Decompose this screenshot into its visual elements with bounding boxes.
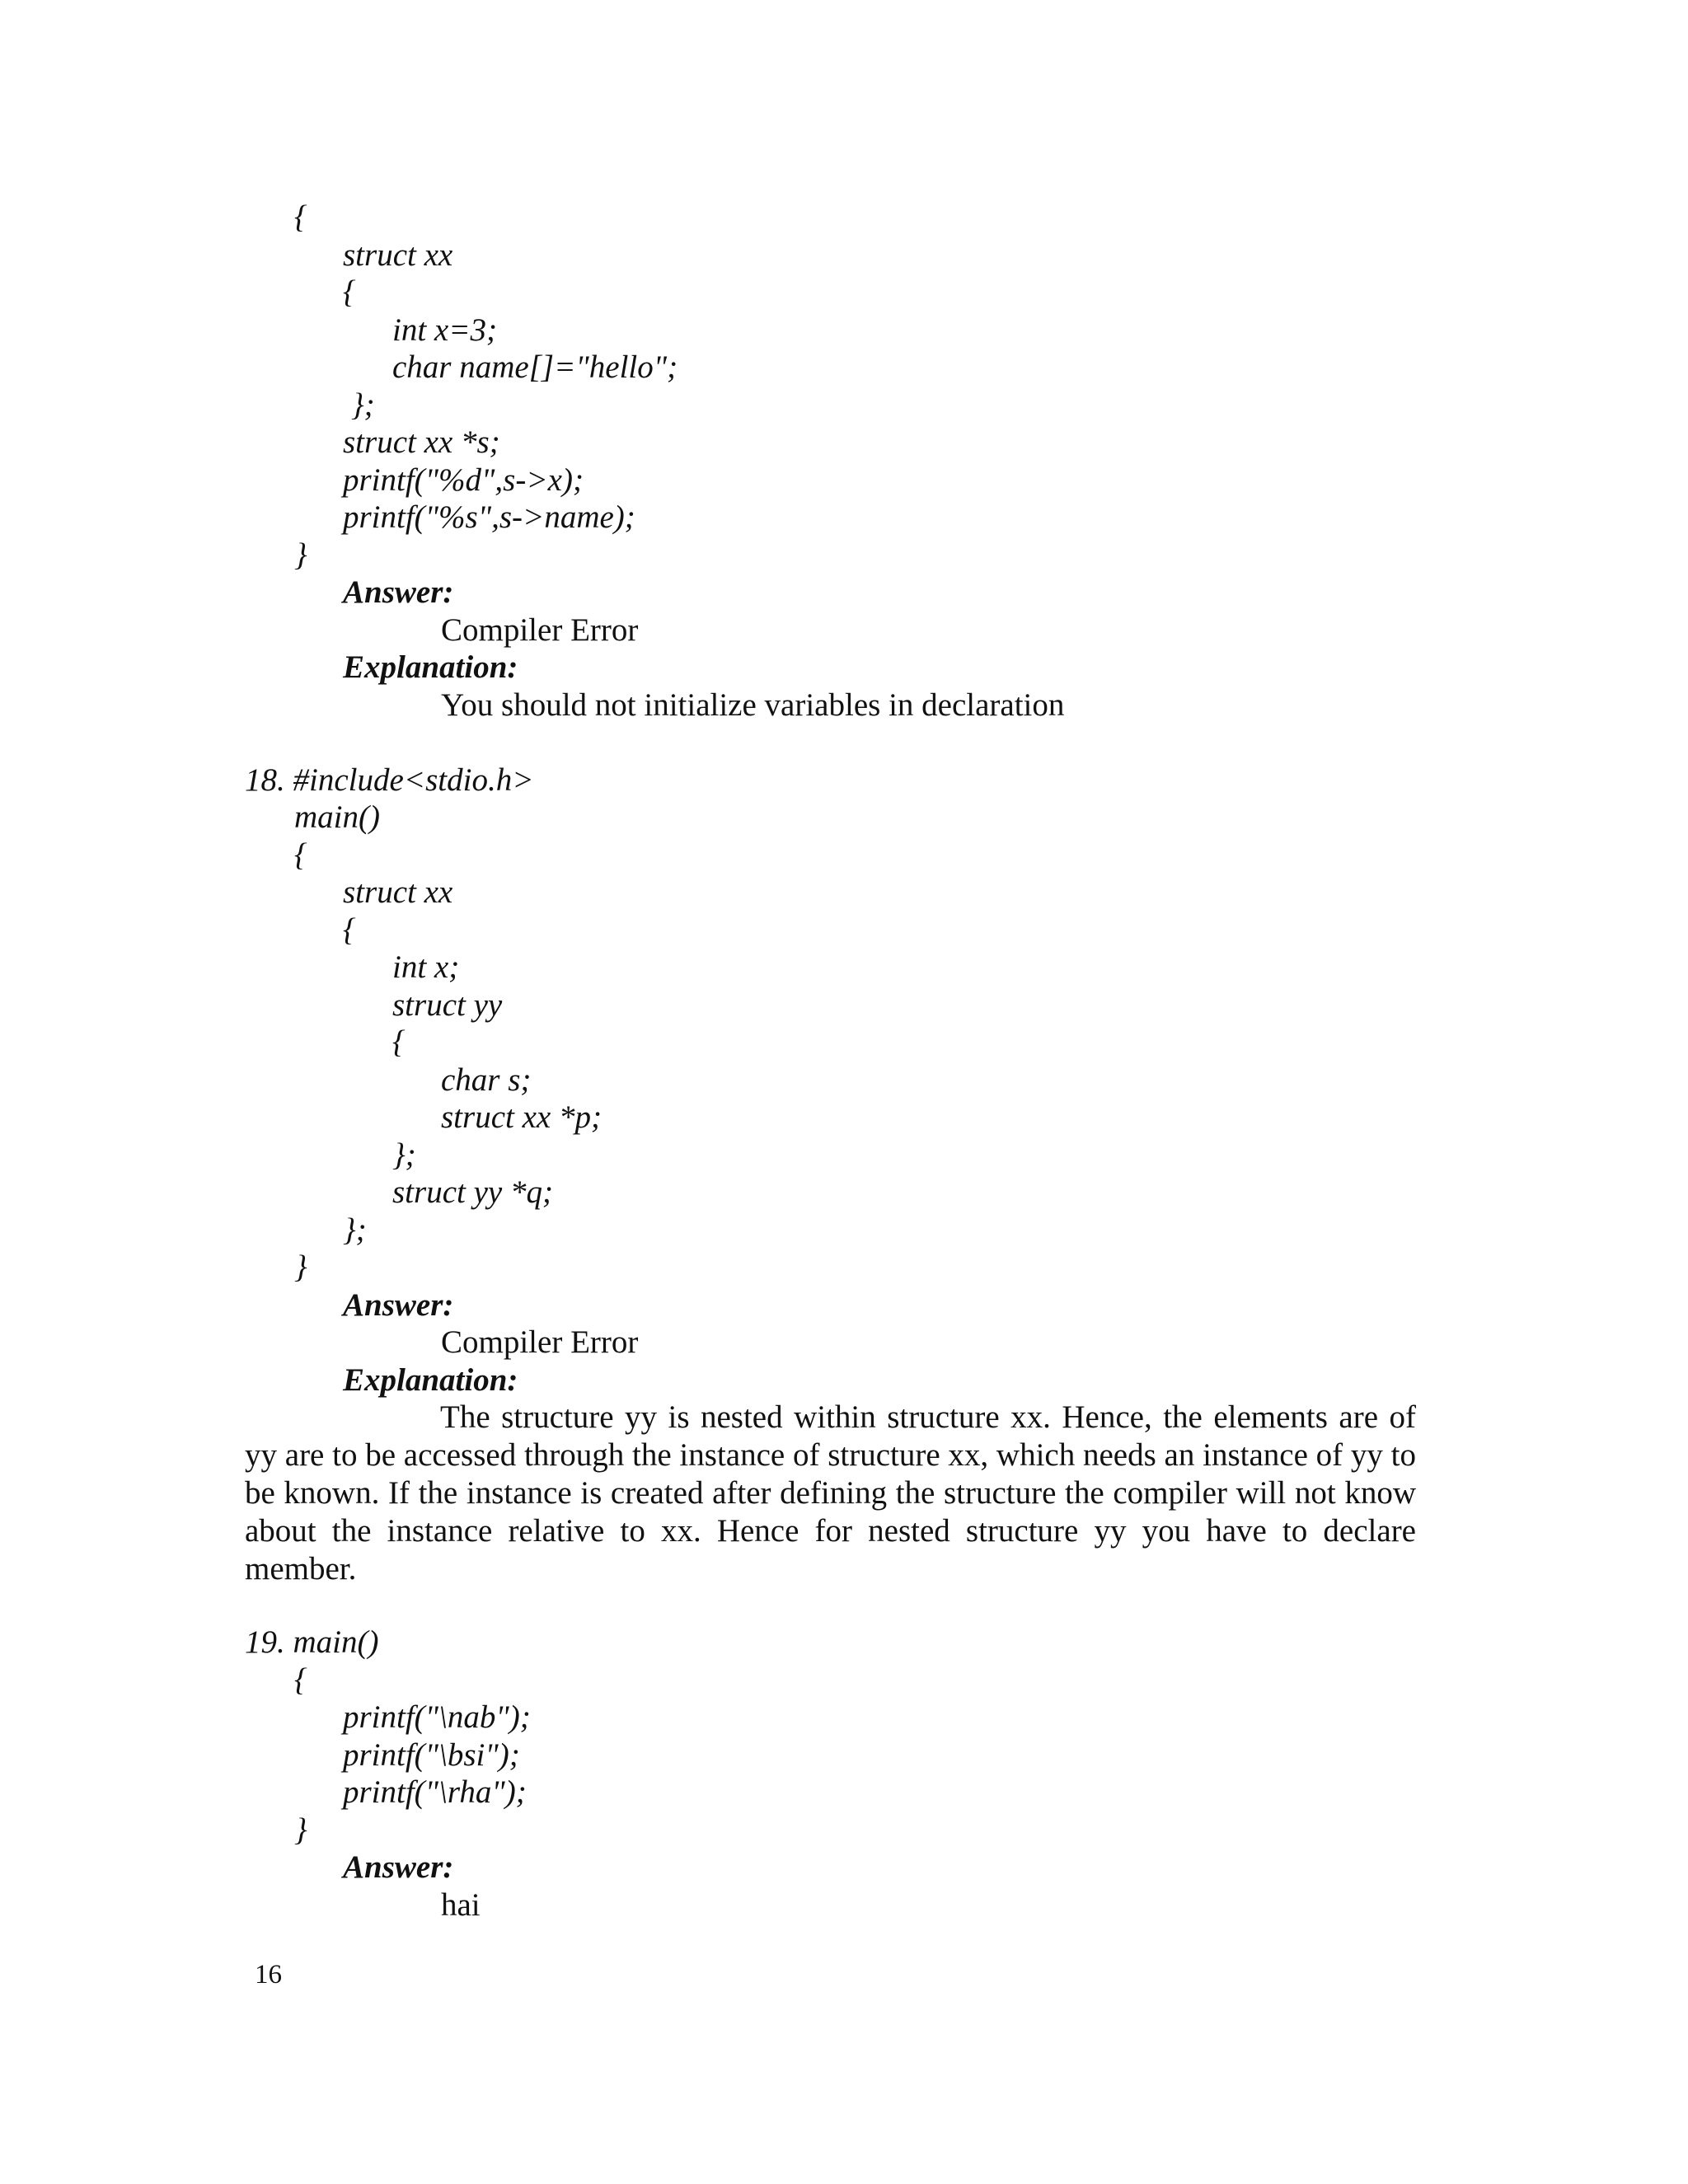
code-line: }: [294, 537, 307, 573]
code-line: printf("\rha");: [343, 1774, 527, 1810]
explanation-label: Explanation:: [343, 1362, 518, 1398]
code-line: struct xx *s;: [343, 424, 500, 460]
code-line: printf("\nab");: [343, 1699, 531, 1735]
page-number: 16: [255, 1960, 282, 1990]
code-line: {: [294, 837, 307, 873]
code-line: printf("\bsi");: [343, 1737, 520, 1773]
code-line: }: [294, 1812, 307, 1848]
code-line: };: [392, 1137, 416, 1173]
code-line: {: [294, 199, 307, 235]
answer-text: Compiler Error: [441, 612, 639, 648]
answer-label: Answer:: [343, 574, 454, 610]
code-line: }: [294, 1249, 307, 1285]
code-line: int x=3;: [392, 312, 498, 348]
code-line: struct xx: [343, 237, 453, 273]
code-line: char name[]="hello";: [392, 349, 678, 385]
code-line: char s;: [441, 1062, 532, 1098]
code-line: struct yy: [392, 987, 503, 1023]
code-line: {: [343, 274, 356, 310]
answer-text: Compiler Error: [441, 1324, 639, 1360]
explanation-paragraph: The structure yy is nested within structure xx. Hence, the elements are of yy are to be accessed through the instance of structure xx, which needs an instance of yy to be known. If the instance is created after defining the structure the compiler will not know about the instance relative to xx. Hence for nested structure yy you have to declare member.: [245, 1399, 1416, 1586]
code-line: printf("%s",s->name);: [343, 499, 635, 535]
code-line: main(): [294, 799, 380, 835]
answer-text: hai: [441, 1887, 481, 1923]
code-line: int x;: [392, 949, 460, 985]
answer-label: Answer:: [343, 1287, 454, 1323]
question-heading: 19. main(): [245, 1624, 379, 1660]
code-line: struct xx *p;: [441, 1099, 602, 1135]
code-line: {: [343, 912, 356, 948]
code-line: };: [343, 1212, 367, 1248]
question-heading: 18. #include<stdio.h>: [245, 762, 534, 798]
code-line: };: [351, 387, 375, 423]
explanation-label: Explanation:: [343, 649, 518, 685]
code-line: printf("%d",s->x);: [343, 462, 584, 498]
code-line: {: [294, 1662, 307, 1698]
code-line: struct xx: [343, 874, 453, 910]
explanation-text: You should not initialize variables in declaration: [441, 687, 1065, 723]
code-line: struct yy *q;: [392, 1174, 553, 1210]
code-line: {: [392, 1024, 406, 1060]
answer-label: Answer:: [343, 1849, 454, 1885]
